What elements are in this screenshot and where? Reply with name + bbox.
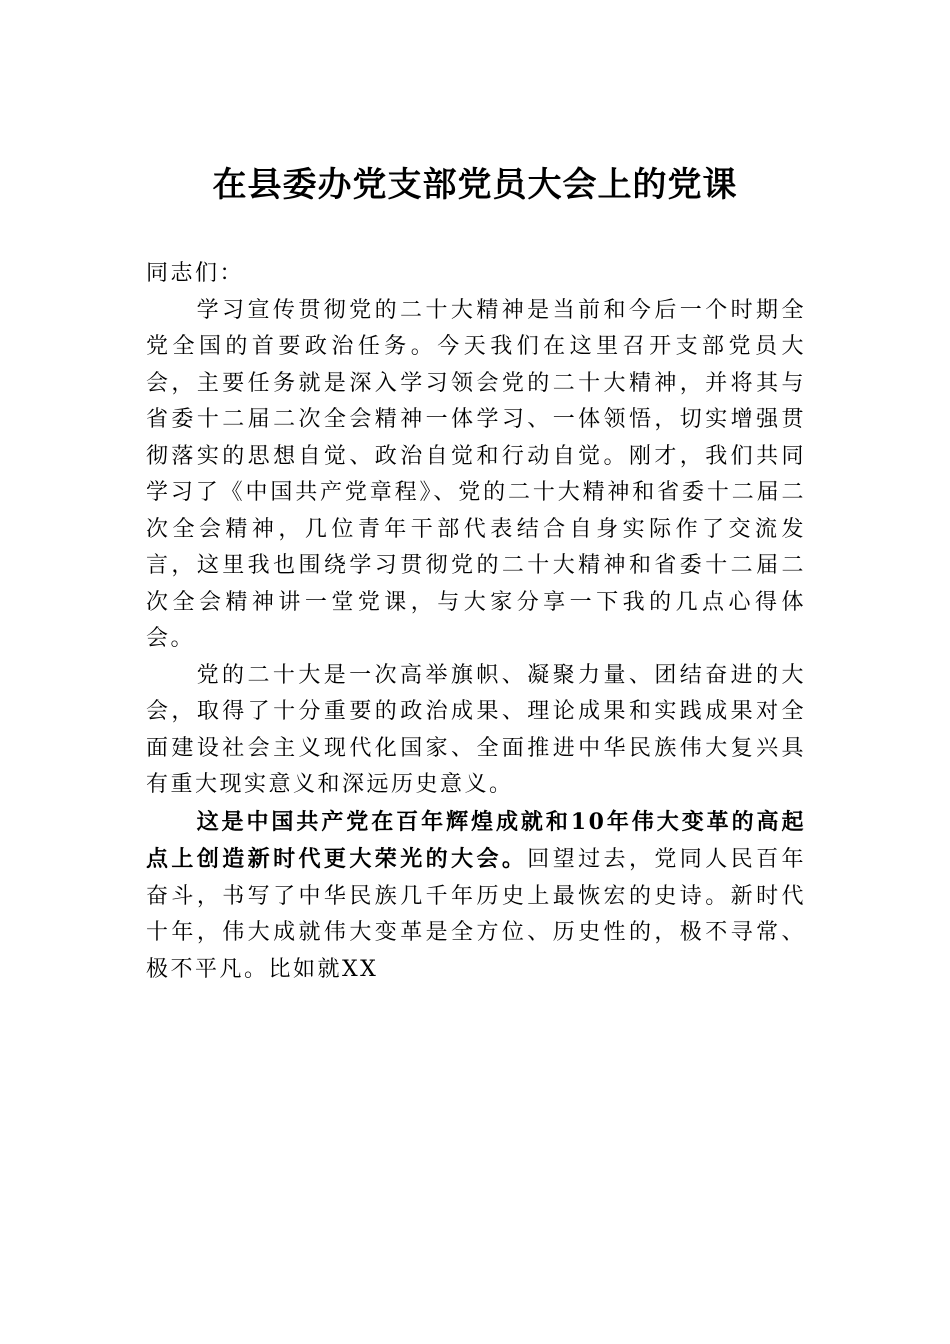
paragraph-1: 学习宣传贯彻党的二十大精神是当前和今后一个时期全党全国的首要政治任务。今天我们在这里召开支部党员大会，主要任务就是深入学习领会党的二十大精神，并将其与省委十二届二次全会精神一体学习、一体领悟，切实增强贯彻落实的思想自觉、政治自觉和行动自觉。刚才，我们共同学习了《中国共产党章程》、党的二十大精神和省委十二届二次全会精神，几位青年干部代表结合自身实际作了交流发言，这里我也围绕学习贯彻党的二十大精神和省委十二届二次全会精神讲一堂党课，与大家分享一下我的几点心得体会。 — [146, 297, 806, 651]
paragraph-3 — [146, 804, 806, 989]
salutation: 同志们： — [146, 261, 245, 286]
document-body — [146, 256, 806, 988]
paragraph-3-text: 回望过去，党同人民百年奋斗，书写了中华民族几千年历史上最恢宏的史诗。新时代十年，伟大成就伟大变革是全方位、历史性的，极不寻常、极不平凡。比如就XX — [146, 847, 806, 982]
paragraph-2: 党的二十大是一次高举旗帜、凝聚力量、团结奋进的大会，取得了十分重要的政治成果、理论成果和实践成果对全面建设社会主义现代化国家、全面推进中华民族伟大复兴具有重大现实意义和深远历史意义。 — [146, 662, 806, 797]
document-title: 在县委办党支部党员大会上的党课 — [212, 165, 738, 205]
paragraph-3-bold-lead: 这是中国共产党在百年辉煌成就和10年伟大变革的高起点上创造新时代更大荣光的大会。 — [146, 808, 806, 872]
